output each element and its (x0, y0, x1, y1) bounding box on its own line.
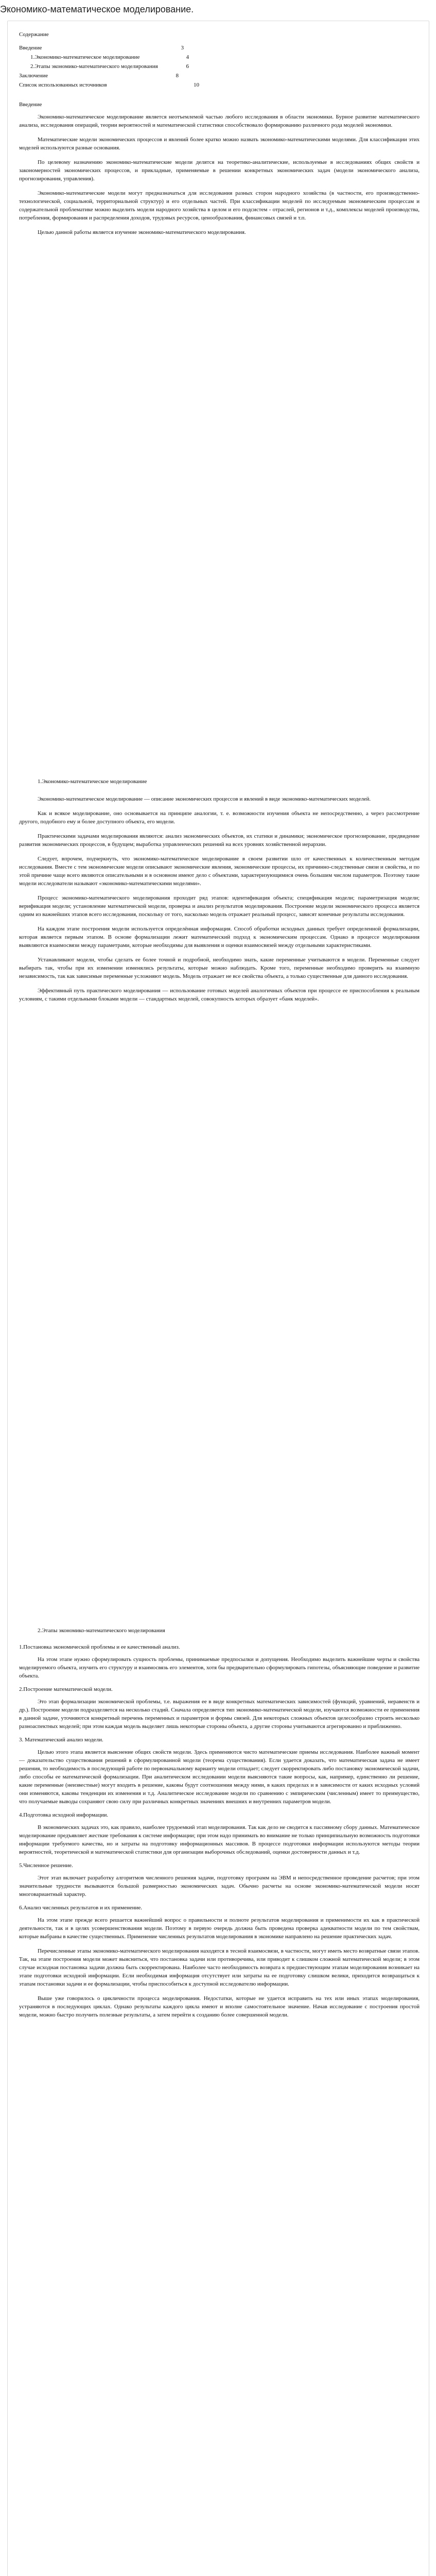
toc-item-intro[interactable] (19, 45, 184, 51)
intro-heading: Введение (19, 101, 42, 108)
intro-paragraph: По целевому назначению экономико-математические модели делятся на теоретико-аналитические, используемые в исследованиях общих свойств и закономерностей экономических процессов, и прикладные, применяемые в решении конкретных экономических задач (модели экономического анализа, прогнозирования, управления). (19, 159, 420, 182)
intro-paragraph: Целью данной работы является изучение экономико-математического моделирования. (38, 229, 246, 235)
section-1-intro: Экономико-математическое моделирование — описание экономических процессов и явлений в виде экономико-математических моделей. (38, 796, 371, 802)
intro-paragraph: Математические модели экономических процессов и явлений более кратко можно назвать экономико-математическими моделями. Для классификации этих моделей используются разные основания. (19, 137, 420, 151)
toc-item-page: 8 (176, 73, 179, 79)
toc-item-page: 3 (181, 45, 184, 51)
toc-item-references[interactable] (19, 82, 199, 88)
section-1-paragraph: На каждом этапе построения модели используется определённая информация. Способ обработки исходных данных требует определенной формализации, которая является первым этапом. В основе формализации лежит математический подход к экономическим процессам. Однако в процессе моделирования выявляются взаимосвязи между параметрами, которые необходимы для выявления и оценки взаимосвязей между отдельными характеристиками. (19, 926, 420, 948)
step-text: Этот этап включает разработку алгоритмов численного решения задачи, подготовку программ на ЭВМ и непосредственное проведение расчетов; при этом значительные трудности вызываются большой размерностью экономических задач. Обычно расчеты на основе экономико-математической модели носят многовариантный характер. (19, 1875, 420, 1897)
step-text: Целью этого этапа является выяснение общих свойств модели. Здесь применяются чисто математические приемы исследования. Наиболее важный момент — доказательство существования решений в сформулированной модели (теорема существования). Если удается доказать, что математическая задача не имеет решения, то необходимость в последующей работе по первоначальному варианту модели отпадает; следует скорректировать либо постановку экономической задачи, либо способы ее математической формализации. При аналитическом исследовании модели выясняются такие вопросы, как, например, единственно ли решение, какие переменные (неизвестные) могут входить в решение, каковы будут соотношения между ними, в каких пределах и в зависимости от каких исходных условий они изменяются, каковы тенденции их изменения и т.д. Аналитическое исследование модели по сравнению с эмпирическим (численным) имеет то преимущество, что получаемые выводы сохраняют свою силу при различных конкретных значениях внешних и внутренних параметров модели. (19, 1749, 420, 1805)
section-1-paragraph: Устанавливают модели, чтобы сделать ее более точной и подробной, необходимо знать, какие переменные учитываются в модели. Переменные следует выбирать так, чтобы при их изменении изменялись результаты, которые можно наблюдать. Кроме того, переменные необходимо проверить на взаимную независимость, так как зависимые переменные усложняют модель. Модель отражает не все свойства объекта, а только существенные для данного исследования. (19, 957, 420, 979)
section-1-paragraph: Процесс экономико-математического моделирования проходит ряд этапов: идентификация объекта; спецификация модели; параметризация модели; верификация модели; установление математической модели, проверка и анализ результатов моделирования. Построение модели экономического процесса является одним из важнейших этапов всего исследования, поскольку от того, насколько модель отражает реальный процесс, зависят конечные результаты исследования. (19, 895, 420, 918)
step-title: 3. Математический анализ модели. (19, 1737, 103, 1743)
step-title: 6.Анализ численных результатов и их применение. (19, 1905, 143, 1911)
step-title: 5.Численное решение. (19, 1862, 73, 1869)
intro-paragraph: Экономико-математическое моделирование является неотъемлемой частью любого исследования в области экономики. Бурное развитие математического анализа, исследования операций, теории вероятностей и математической статистики способствовало формированию различного рода моделей экономики. (19, 114, 420, 128)
section-2-closing: Выше уже говорилось о цикличности процесса моделирования. Недостатки, которые не удается исправить на тех или иных этапах моделирования, устраняются в последующих циклах. Однако результаты каждого цикла имеют и вполне самостоятельное значение. Начав исследование с построения простой модели, можно быстро получить полезные результаты, а затем перейти к созданию более совершенной модели. (19, 1995, 420, 2018)
toc-item-section-2[interactable] (19, 63, 189, 70)
step-text: Это этап формализации экономической проблемы, т.е. выражения ее в виде конкретных математических зависимостей (функций, уравнений, неравенств и др.). Построение модели подразделяется на несколько стадий. Сначала определяется тип экономико-математической модели, изучаются возможности ее применения в данной задаче, уточняются конкретный перечень переменных и параметров и формы связей. Для некоторых сложных объектов целесообразно строить несколько разноаспектных моделей; при этом каждая модель выделяет лишь некоторые стороны объекта, а другие стороны учитываются агрегированно и приближенно. (19, 1699, 420, 1730)
page-title: Экономико-математическое моделирование. (0, 4, 194, 14)
step-text: В экономических задачах это, как правило, наиболее трудоемкий этап моделирования. Так как дело не сводится к пассивному сбору данных. Математическое моделирование предъявляет жесткие требования к системе информации; при этом надо принимать во внимание не только принципиальную возможность подготовки информации требуемого качества, но и затраты на подготовку информационных массивов. В процессе подготовки информации используются методы теории вероятностей, теоретической и математической статистики для организации выборочных обследований, оценки достоверности данных и т.д. (19, 1824, 420, 1855)
toc-item-page: 10 (194, 82, 199, 88)
step-title: 1.Постановка экономической проблемы и ее качественный анализ. (19, 1644, 180, 1650)
toc-item-label: Введение (19, 45, 42, 51)
section-2-heading: 2.Этапы экономико-математического моделирования (38, 1628, 165, 1634)
section-1-heading: 1.Экономико-математическое моделирование (38, 778, 147, 785)
toc-item-conclusion[interactable] (19, 73, 179, 79)
section-1-paragraph: Эффективный путь практического моделирования — использование готовых моделей аналогичных объектов при процессе ее приспособления к реальным условиям, с такими отдельными блоками модели — стандартных моделей, совокупность которых образует «банк моделей». (19, 988, 420, 1002)
section-1-paragraph: Как и всякое моделирование, оно основывается на принципе аналогии, т. е. возможности изучения объекта не непосредственно, а через рассмотрение другого, подобного ему и более доступного объекта, его модели. (19, 810, 420, 825)
step-text: На этом этапе прежде всего решается важнейший вопрос о правильности и полноте результатов моделирования и применимости их как в практической деятельности, так и в целях усовершенствования модели. Поэтому в первую очередь должна быть проведена проверка адекватности модели по тем свойствам, которые выбраны в качестве существенных. Применение численных результатов моделирования в экономике направлено на решение практических задач. (19, 1917, 420, 1940)
toc-item-page: 6 (186, 63, 189, 70)
toc-item-label: 2.Этапы экономико-математического моделирования (30, 63, 158, 70)
section-1-paragraph: Следует, впрочем, подчеркнуть, что экономико-математическое моделирование в своем развитии шло от качественных к количественным методам исследования. Вместе с тем экономические модели описывают экономические явления, экономические процессы, их причинно-следственные связи и свойства, и по этой причине чаще всего являются описательными и в основном имеют дело с объектами, характеризующимися очень большим числом параметров. Поэтому такие модели исследователи называют «экономико-математическими моделями». (19, 856, 420, 887)
section-1-paragraph: Практическими задачами моделирования являются: анализ экономических объектов, их статики и динамики; экономическое прогнозирование, предвидение развития экономических процессов, в будущем; выработка управленческих решений на всех уровнях хозяйственной иерархии. (19, 833, 420, 848)
section-2-closing: Перечисленные этапы экономико-математического моделирования находятся в тесной взаимосвязи, в частности, могут иметь место возвратные связи этапов. Так, на этапе построения модели может выясниться, что постановка задачи или противоречива, или приводит к слишком сложной математической модели; в этом случае исходная постановка задачи должна быть скорректирована. Наиболее часто необходимость возврата к предшествующим этапам моделирования возникает на этапе подготовки исходной информации. Если необходимая информация отсутствует или затраты на ее подготовку слишком велики, приходится возвращаться к этапам постановки задачи и ее формализации, чтобы приспособиться к доступной исследователю информации. (19, 1948, 420, 1987)
toc-item-section-1[interactable] (19, 54, 189, 60)
toc-item-label: Список использованных источников (19, 82, 107, 88)
toc-item-label: 1.Экономико-математическое моделирование (30, 54, 140, 60)
step-text: На этом этапе нужно сформулировать сущность проблемы, принимаемые предпосылки и допущения. Необходимо выделить важнейшие черты и свойства моделируемого объекта, изучить его структуру и взаимосвязь его элементов, хотя бы предварительно сформулировать гипотезы, объясняющие поведение и развитие объекта. (19, 1656, 420, 1679)
intro-paragraph: Экономико-математические модели могут предназначаться для исследования разных сторон народного хозяйства (в частности, его производственно-технологической, социальной, территориальной структур) и его отдельных частей. При классификации моделей по исследуемым экономическим процессам и содержательной проблематике можно выделить модели народного хозяйства в целом и его подсистем - отраслей, регионов и т.д., комплексы моделей производства, потребления, формирования и распределения доходов, трудовых ресурсов, ценообразования, финансовых связей и т.п. (19, 190, 420, 221)
step-title: 2.Построение математической модели. (19, 1686, 113, 1692)
toc-item-page: 4 (186, 54, 189, 60)
document-body (7, 21, 429, 2576)
toc-heading: Содержание (19, 31, 49, 38)
step-title: 4.Подготовка исходной информации. (19, 1812, 109, 1818)
toc-item-label: Заключение (19, 73, 48, 79)
